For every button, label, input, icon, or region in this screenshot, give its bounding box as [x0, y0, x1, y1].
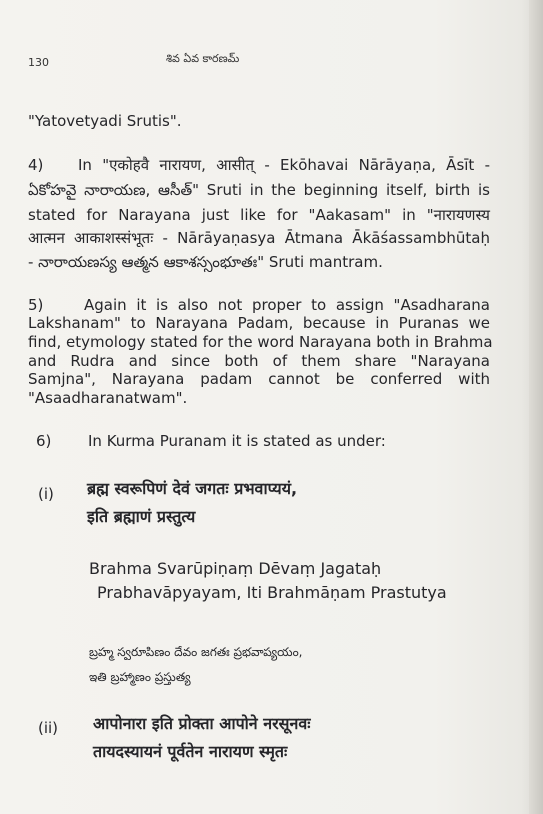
para5-line1: Again it is also not proper to assign "Asadharana	[84, 296, 490, 314]
verse-ii-devanagari-2: तायदस्यायनं पूर्वतेन नारायण स्मृतः	[93, 742, 288, 761]
para4-line1: In "एकोहवै नारायण, आसीत् - Ekōhavai Nārāyaṇa, Āsīt -	[78, 156, 490, 174]
verse-i-telugu-2: ఇతి బ్రహ్మాణం ప్రస్తుత్య	[89, 670, 191, 684]
para5-number: 5)	[28, 296, 44, 314]
para6-number: 6)	[36, 432, 52, 450]
verse-i-roman-2: Prabhavāpyayam, Iti Brahmāṇam Prastutya	[97, 583, 447, 602]
verse-i-devanagari-1: ब्रह्म स्वरूपिणं देवं जगतः प्रभवाप्ययं,	[87, 479, 298, 498]
para5-line4: and Rudra and since both of them share "Narayana	[28, 352, 490, 370]
running-title: శివ ఏవ కారణమ్	[166, 52, 240, 65]
intro-line: "Yatovetyadi Srutis".	[28, 112, 182, 130]
para4-number: 4)	[28, 156, 44, 174]
para5-line6: "Asaadharanatwam".	[28, 389, 188, 407]
para4-line4: आत्मन आकाशस्संभूतः - Nārāyaṇasya Ātmana Ākāśassambhūtaḥ	[28, 229, 490, 247]
para5-line5: Samjna", Narayana padam cannot be conferred with	[28, 370, 490, 388]
para4-line3: stated for Narayana just like for "Aakasam" in "नारायणस्य	[28, 206, 490, 224]
verse-i-telugu-1: బ్రహ్మ స్వరూపిణం దేవం జగతః ప్రభవాప్యయం,	[89, 645, 303, 659]
verse-ii-devanagari-1: आपोनारा इति प्रोक्ता आपोने नरसूनवः	[93, 714, 311, 733]
verse-ii-label: (ii)	[38, 719, 59, 737]
para5-line3: find, etymology stated for the word Narayana both in Brahma	[28, 333, 493, 351]
para6-text: In Kurma Puranam it is stated as under:	[88, 432, 386, 450]
page-number: 130	[28, 56, 49, 69]
para5-line2: Lakshanam" to Narayana Padam, because in Puranas we	[28, 314, 490, 332]
verse-i-roman-1: Brahma Svarūpiṇaṃ Dēvaṃ Jagataḥ	[89, 559, 382, 578]
verse-i-devanagari-2: इति ब्रह्माणं प्रस्तुत्य	[87, 507, 196, 526]
para4-line5: - నారాయణస్య ఆత్మన ఆకాశస్సంభూతః" Sruti mantram.	[28, 253, 383, 271]
page-edge	[529, 0, 543, 814]
para4-line2: ఏకోహవై నారాయణ, ఆసీత్" Sruti in the beginning itself, birth is	[28, 181, 490, 199]
verse-i-label: (i)	[38, 485, 54, 503]
